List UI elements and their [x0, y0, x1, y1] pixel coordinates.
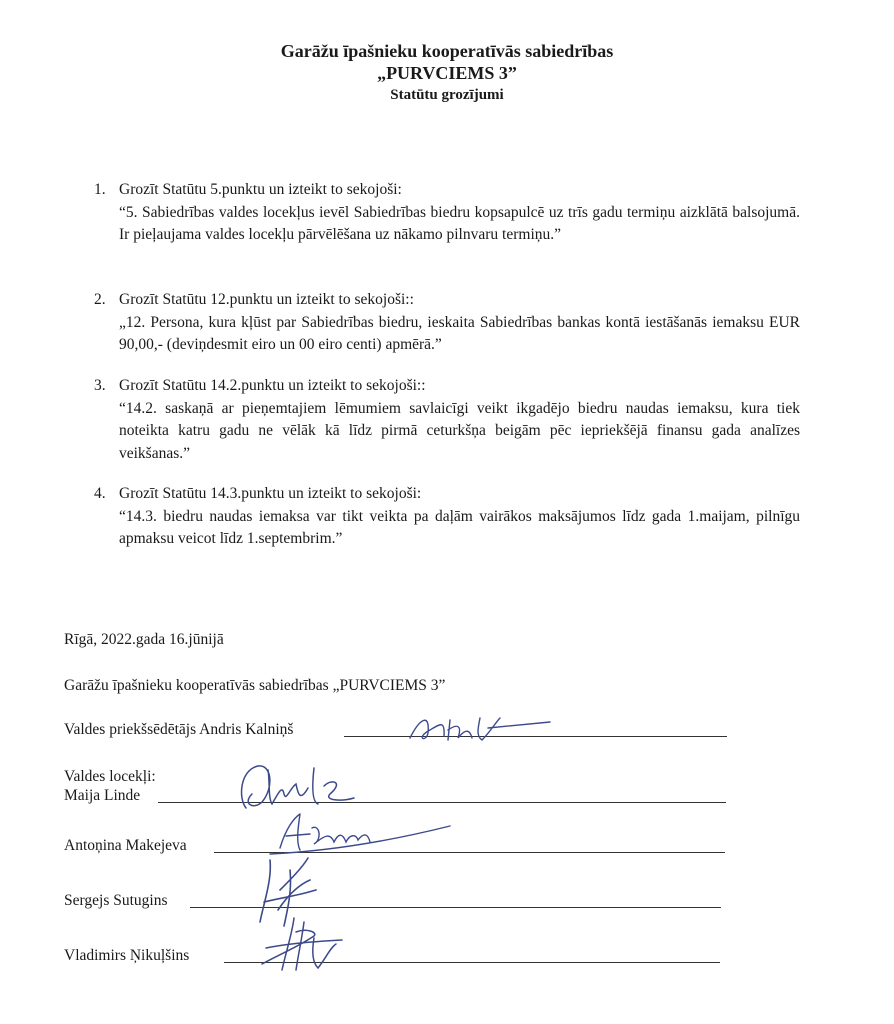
member-name: Antoņina Makejeva — [64, 837, 187, 854]
member-signature-nikulsins — [256, 908, 346, 978]
chairman-label: Valdes priekšsēdētājs Andris Kalniņš — [64, 721, 294, 738]
item-text: “14.3. biedru naudas iemaksa var tikt veikta pa daļām vairākos maksājumos līdz gada 1.maijam, pilnīgu apmaksu veicot līdz 1.septembrim.” — [119, 507, 800, 547]
footer-organization: Garāžu īpašnieku kooperatīvās sabiedrības „PURVCIEMS 3” — [64, 677, 446, 694]
item-intro: Grozīt Statūtu 5.punktu un izteikt to sekojoši: — [119, 181, 402, 198]
item-number: 1. — [94, 181, 106, 198]
item-text: “5. Sabiedrības valdes locekļus ievēl Sabiedrības biedru kopsapulcē uz trīs gadu termiņu aizklātā balsojumā. Ir pieļaujama valdes locekļu pārvēlēšana uz nākamo pilnvaru termiņu.” — [119, 203, 800, 243]
document-title: Statūtu grozījumi — [390, 87, 504, 103]
amendment-item-2 — [94, 289, 800, 357]
member-name: Sergejs Sutugins — [64, 892, 168, 909]
item-number: 2. — [94, 291, 106, 308]
member-name: Vladimirs Ņikuļšins — [64, 947, 190, 964]
header-organization-name: „PURVCIEMS 3” — [377, 63, 517, 83]
item-number: 4. — [94, 485, 106, 502]
members-heading: Valdes locekļi: — [64, 768, 156, 785]
place-date: Rīgā, 2022.gada 16.jūnijā — [64, 631, 224, 648]
amendment-item-4 — [94, 483, 800, 551]
item-intro: Grozīt Statūtu 14.2.punktu un izteikt to sekojoši:: — [119, 377, 426, 394]
amendment-item-3 — [94, 375, 800, 465]
member-name: Maija Linde — [64, 787, 141, 804]
header-organization-line: Garāžu īpašnieku kooperatīvās sabiedrības — [280, 41, 614, 61]
item-intro: Grozīt Statūtu 12.punktu un izteikt to sekojoši:: — [119, 291, 414, 308]
item-text: “14.2. saskaņā ar pieņemtajiem lēmumiem savlaicīgi veikt ikgadējo biedru naudas iemaksu, kura tiek noteikta katru gadu ne vēlāk kā līdz pirmā ceturkšņa beigām pēc iepriekšējā finansu gada analīzes veikšanas.” — [119, 399, 800, 462]
item-intro: Grozīt Statūtu 14.3.punktu un izteikt to sekojoši: — [119, 485, 422, 502]
amendment-item-1 — [94, 179, 800, 247]
chairman-signature — [400, 708, 560, 748]
item-number: 3. — [94, 377, 106, 394]
item-text: „12. Persona, kura kļūst par Sabiedrības biedru, ieskaita Sabiedrības bankas kontā iestāšanās iemaksu EUR 90,00,- (deviņdesmit eiro un 00 eiro centi) apmērā.” — [119, 313, 800, 353]
document-header — [0, 40, 894, 105]
